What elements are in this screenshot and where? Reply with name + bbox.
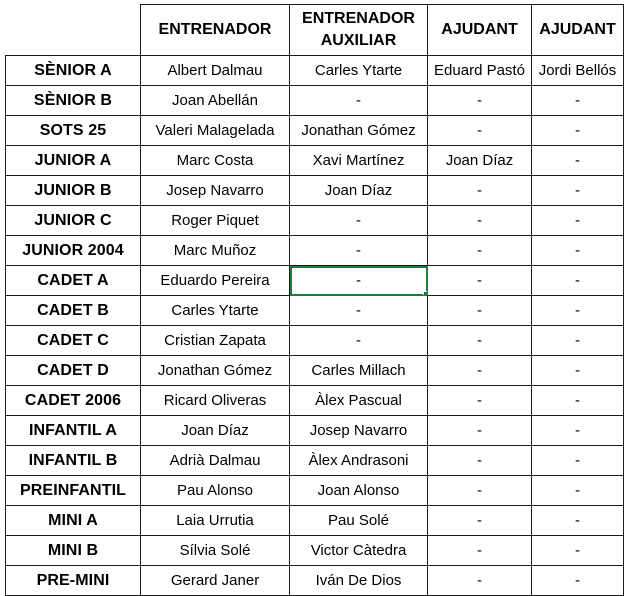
header-row — [6, 5, 624, 56]
header-assistant-coach-label: ENTRENADOR AUXILIAR — [302, 10, 415, 49]
helper-1-cell[interactable]: - — [428, 446, 532, 476]
coach-cell[interactable]: Laia Urrutia — [141, 506, 290, 536]
table-row — [6, 326, 624, 356]
assistant-coach-cell[interactable]: Joan Alonso — [290, 476, 428, 506]
team-cell[interactable]: SÈNIOR B — [6, 86, 141, 116]
table-row — [6, 206, 624, 236]
table-row — [6, 386, 624, 416]
team-cell[interactable]: CADET B — [6, 296, 141, 326]
team-cell[interactable]: CADET D — [6, 356, 141, 386]
helper-2-cell[interactable]: - — [532, 116, 624, 146]
assistant-coach-cell[interactable]: Àlex Andrasoni — [290, 446, 428, 476]
helper-2-cell[interactable]: - — [532, 476, 624, 506]
helper-2-cell[interactable]: - — [532, 326, 624, 356]
helper-1-cell[interactable]: - — [428, 326, 532, 356]
helper-2-cell[interactable]: - — [532, 236, 624, 266]
assistant-coach-cell[interactable]: Carles Ytarte — [290, 56, 428, 86]
helper-2-cell[interactable]: - — [532, 536, 624, 566]
coach-cell[interactable]: Sílvia Solé — [141, 536, 290, 566]
header-assistant-coach[interactable] — [290, 5, 428, 56]
fill-handle[interactable] — [423, 291, 428, 296]
assistant-coach-cell[interactable]: - — [290, 326, 428, 356]
coach-cell[interactable]: Marc Muñoz — [141, 236, 290, 266]
helper-2-cell[interactable]: - — [532, 206, 624, 236]
helper-1-cell[interactable]: - — [428, 536, 532, 566]
team-cell[interactable]: JUNIOR B — [6, 176, 141, 206]
team-cell[interactable]: JUNIOR C — [6, 206, 141, 236]
assistant-coach-cell[interactable]: Xavi Martínez — [290, 146, 428, 176]
table-row — [6, 416, 624, 446]
assistant-coach-cell[interactable]: - — [290, 206, 428, 236]
helper-1-cell[interactable]: Joan Díaz — [428, 146, 532, 176]
helper-1-cell[interactable]: - — [428, 176, 532, 206]
assistant-coach-cell[interactable]: Àlex Pascual — [290, 386, 428, 416]
helper-1-cell[interactable]: - — [428, 116, 532, 146]
helper-2-cell[interactable]: - — [532, 386, 624, 416]
coach-cell[interactable]: Roger Piquet — [141, 206, 290, 236]
table-row — [6, 266, 624, 296]
table-row — [6, 446, 624, 476]
team-cell[interactable]: CADET 2006 — [6, 386, 141, 416]
assistant-coach-cell[interactable]: - — [290, 296, 428, 326]
coach-cell[interactable]: Albert Dalmau — [141, 56, 290, 86]
coach-cell[interactable]: Ricard Oliveras — [141, 386, 290, 416]
assistant-coach-cell[interactable]: - — [290, 86, 428, 116]
team-cell[interactable]: PRE-MINI — [6, 566, 141, 596]
table-row — [6, 86, 624, 116]
helper-2-cell[interactable]: - — [532, 566, 624, 596]
assistant-coach-cell[interactable]: Carles Millach — [290, 356, 428, 386]
header-helper-2[interactable]: AJUDANT — [532, 5, 624, 56]
assistant-coach-cell[interactable]: Iván De Dios — [290, 566, 428, 596]
team-cell[interactable]: CADET C — [6, 326, 141, 356]
coach-cell[interactable]: Pau Alonso — [141, 476, 290, 506]
table-row — [6, 146, 624, 176]
helper-2-cell[interactable]: - — [532, 86, 624, 116]
coaches-table — [5, 4, 624, 596]
assistant-coach-cell[interactable]: Josep Navarro — [290, 416, 428, 446]
team-cell[interactable]: INFANTIL A — [6, 416, 141, 446]
helper-2-cell[interactable]: - — [532, 266, 624, 296]
helper-1-cell[interactable]: - — [428, 296, 532, 326]
helper-1-cell[interactable]: - — [428, 206, 532, 236]
helper-1-cell[interactable]: - — [428, 566, 532, 596]
table-row — [6, 116, 624, 146]
coach-cell[interactable]: Gerard Janer — [141, 566, 290, 596]
helper-2-cell[interactable]: - — [532, 506, 624, 536]
table-row — [6, 356, 624, 386]
helper-1-cell[interactable]: - — [428, 386, 532, 416]
coach-cell[interactable]: Valeri Malagelada — [141, 116, 290, 146]
table-row — [6, 536, 624, 566]
coach-cell[interactable]: Joan Díaz — [141, 416, 290, 446]
table-row — [6, 176, 624, 206]
helper-2-cell[interactable]: - — [532, 296, 624, 326]
helper-1-cell[interactable]: - — [428, 476, 532, 506]
table-row — [6, 236, 624, 266]
header-corner-cell[interactable] — [6, 5, 141, 56]
assistant-coach-cell[interactable]: Victor Càtedra — [290, 536, 428, 566]
header-coach[interactable]: ENTRENADOR — [141, 5, 290, 56]
coach-cell[interactable]: Adrià Dalmau — [141, 446, 290, 476]
team-cell[interactable]: CADET A — [6, 266, 141, 296]
coach-cell[interactable]: Marc Costa — [141, 146, 290, 176]
helper-1-cell[interactable]: - — [428, 356, 532, 386]
assistant-coach-cell[interactable]: Jonathan Gómez — [290, 116, 428, 146]
helper-2-cell[interactable]: - — [532, 446, 624, 476]
coach-cell[interactable]: Joan Abellán — [141, 86, 290, 116]
table-row — [6, 56, 624, 86]
coach-cell[interactable]: Jonathan Gómez — [141, 356, 290, 386]
helper-1-cell[interactable]: - — [428, 506, 532, 536]
helper-1-cell[interactable]: - — [428, 416, 532, 446]
table-row — [6, 296, 624, 326]
helper-1-cell[interactable]: - — [428, 236, 532, 266]
coach-cell[interactable]: Eduardo Pereira — [141, 266, 290, 296]
team-cell[interactable]: SOTS 25 — [6, 116, 141, 146]
table-row — [6, 476, 624, 506]
helper-1-cell[interactable]: - — [428, 266, 532, 296]
assistant-coach-cell[interactable]: Joan Díaz — [290, 176, 428, 206]
helper-2-cell[interactable]: - — [532, 416, 624, 446]
assistant-coach-cell[interactable]: - — [290, 236, 428, 266]
team-cell[interactable]: JUNIOR A — [6, 146, 141, 176]
coach-cell[interactable]: Cristian Zapata — [141, 326, 290, 356]
team-cell[interactable]: JUNIOR 2004 — [6, 236, 141, 266]
helper-2-cell[interactable]: - — [532, 146, 624, 176]
helper-1-cell[interactable]: Eduard Pastó — [428, 56, 532, 86]
team-cell[interactable]: MINI B — [6, 536, 141, 566]
team-cell[interactable]: INFANTIL B — [6, 446, 141, 476]
helper-2-cell[interactable]: - — [532, 176, 624, 206]
table-row — [6, 566, 624, 596]
coach-cell[interactable]: Carles Ytarte — [141, 296, 290, 326]
helper-1-cell[interactable]: - — [428, 86, 532, 116]
assistant-coach-cell[interactable]: - — [290, 266, 428, 296]
helper-2-cell[interactable]: - — [532, 356, 624, 386]
table-row — [6, 506, 624, 536]
team-cell[interactable]: MINI A — [6, 506, 141, 536]
team-cell[interactable]: PREINFANTIL — [6, 476, 141, 506]
assistant-coach-cell[interactable]: Pau Solé — [290, 506, 428, 536]
team-cell[interactable]: SÈNIOR A — [6, 56, 141, 86]
header-helper-1[interactable]: AJUDANT — [428, 5, 532, 56]
helper-2-cell[interactable]: Jordi Bellós — [532, 56, 624, 86]
coach-cell[interactable]: Josep Navarro — [141, 176, 290, 206]
